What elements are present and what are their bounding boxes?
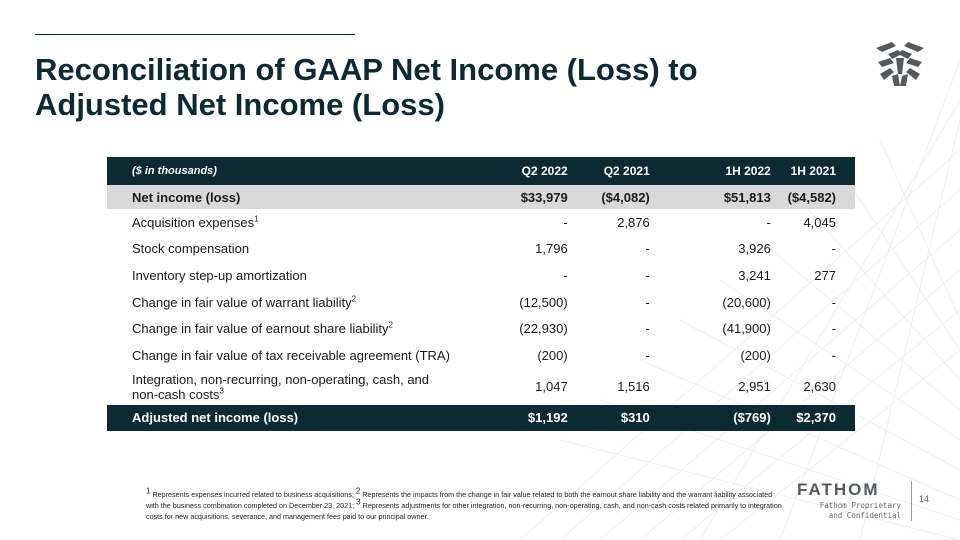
title-line-1: Reconciliation of GAAP Net Income (Loss) to xyxy=(35,52,698,87)
cell-value: - xyxy=(563,214,568,230)
row-label: Inventory step-up amortization xyxy=(132,267,307,283)
title-rule xyxy=(35,34,355,35)
cell-value: 277 xyxy=(814,267,836,283)
cell-value: (12,500) xyxy=(519,294,568,310)
row-label: Change in fair value of warrant liability$^2$ xyxy=(132,294,357,310)
table-row xyxy=(107,209,855,236)
title-line-2: Adjusted Net Income (Loss) xyxy=(35,87,445,122)
page-title xyxy=(35,52,855,122)
cell-value: - xyxy=(831,321,836,337)
footnote-ref: 2 xyxy=(351,294,357,304)
cell-value: (200) xyxy=(537,347,568,363)
confidentiality-notice: Fathom Proprietary and Confidential xyxy=(819,501,901,520)
cell-value: (200) xyxy=(740,347,771,363)
reconciliation-table xyxy=(107,157,855,431)
cell-value: - xyxy=(831,294,836,310)
footnote: $^1$ Represents expenses incurred related to business acquisitions; $^2$ Represents the impacts from the change in fair value related to both the earnout share liability and the warrant liability associated with the business combination completed on December 23, 2021; $^3$ Represents adjustments for other integration, non-recurring, non-operating, cash, and non-cash costs related primarily to integration costs for new acquisitions, severance, and management fees paid to our principal owner. xyxy=(146,486,782,521)
table-row xyxy=(107,315,855,342)
cell-value: (22,930) xyxy=(519,321,568,337)
footnote-ref: 3 xyxy=(219,386,224,396)
row-label: Stock compensation xyxy=(132,241,250,257)
cell-value: $310 xyxy=(568,405,650,431)
cell-value: 3,241 xyxy=(738,267,771,283)
header-q2-2021: Q2 2021 xyxy=(568,157,650,185)
cell-value: - xyxy=(645,267,650,283)
row-label: Acquisition expenses$^1$ xyxy=(132,214,259,230)
net-income-row xyxy=(107,185,855,209)
cell-value: 4,045 xyxy=(803,214,836,230)
cell-value: ($4,082) xyxy=(568,185,650,209)
row-label: Change in fair value of tax receivable agreement (TRA) xyxy=(132,347,450,363)
cell-value: (41,900) xyxy=(722,321,771,337)
page-number: 14 xyxy=(919,494,930,504)
header-1h-2021: 1H 2021 xyxy=(771,157,855,185)
cell-value: 2,876 xyxy=(617,214,650,230)
cell-value: - xyxy=(645,241,650,257)
cell-value: 3,926 xyxy=(738,241,771,257)
cell-value: 2,951 xyxy=(738,379,771,395)
cell-value: $33,979 xyxy=(502,185,568,209)
cell-value: 2,630 xyxy=(803,379,836,395)
header-1h-2022: 1H 2022 xyxy=(650,157,771,185)
cell-value: ($769) xyxy=(650,405,771,431)
row-label: Net income (loss) xyxy=(107,185,502,209)
cell-value: - xyxy=(766,214,771,230)
cell-value: $2,370 xyxy=(771,405,855,431)
fathom-logo-icon xyxy=(872,40,928,88)
table-row xyxy=(107,262,855,289)
row-label: Change in fair value of earnout share liability$^2$ xyxy=(132,320,393,337)
footnote-ref: 2 xyxy=(388,320,393,330)
table-header-row xyxy=(107,157,855,185)
header-units-label: ($ in thousands) xyxy=(107,157,502,185)
cell-value: - xyxy=(831,241,836,257)
table-row xyxy=(107,289,855,316)
row-label: Integration, non-recurring, non-operating, cash, and non-cash costs$^3$ xyxy=(132,371,430,402)
table-row xyxy=(107,369,855,405)
cell-value: $51,813 xyxy=(650,185,771,209)
cell-value: - xyxy=(563,267,568,283)
row-label: Adjusted net income (loss) xyxy=(107,405,502,431)
cell-value: (20,600) xyxy=(722,294,771,310)
cell-value: - xyxy=(645,321,650,337)
brand-wordmark: FATHOM xyxy=(797,480,880,499)
cell-value: 1,796 xyxy=(535,241,568,257)
table-row xyxy=(107,236,855,263)
footer-divider xyxy=(911,481,912,521)
cell-value: - xyxy=(645,347,650,363)
cell-value: $1,192 xyxy=(502,405,568,431)
header-q2-2022: Q2 2022 xyxy=(502,157,568,185)
footnote-ref: 1 xyxy=(254,214,259,224)
cell-value: - xyxy=(831,347,836,363)
table-row xyxy=(107,342,855,369)
cell-value: 1,516 xyxy=(617,379,650,395)
cell-value: ($4,582) xyxy=(771,185,855,209)
cell-value: - xyxy=(645,294,650,310)
adjusted-net-income-row xyxy=(107,405,855,431)
cell-value: 1,047 xyxy=(535,379,568,395)
